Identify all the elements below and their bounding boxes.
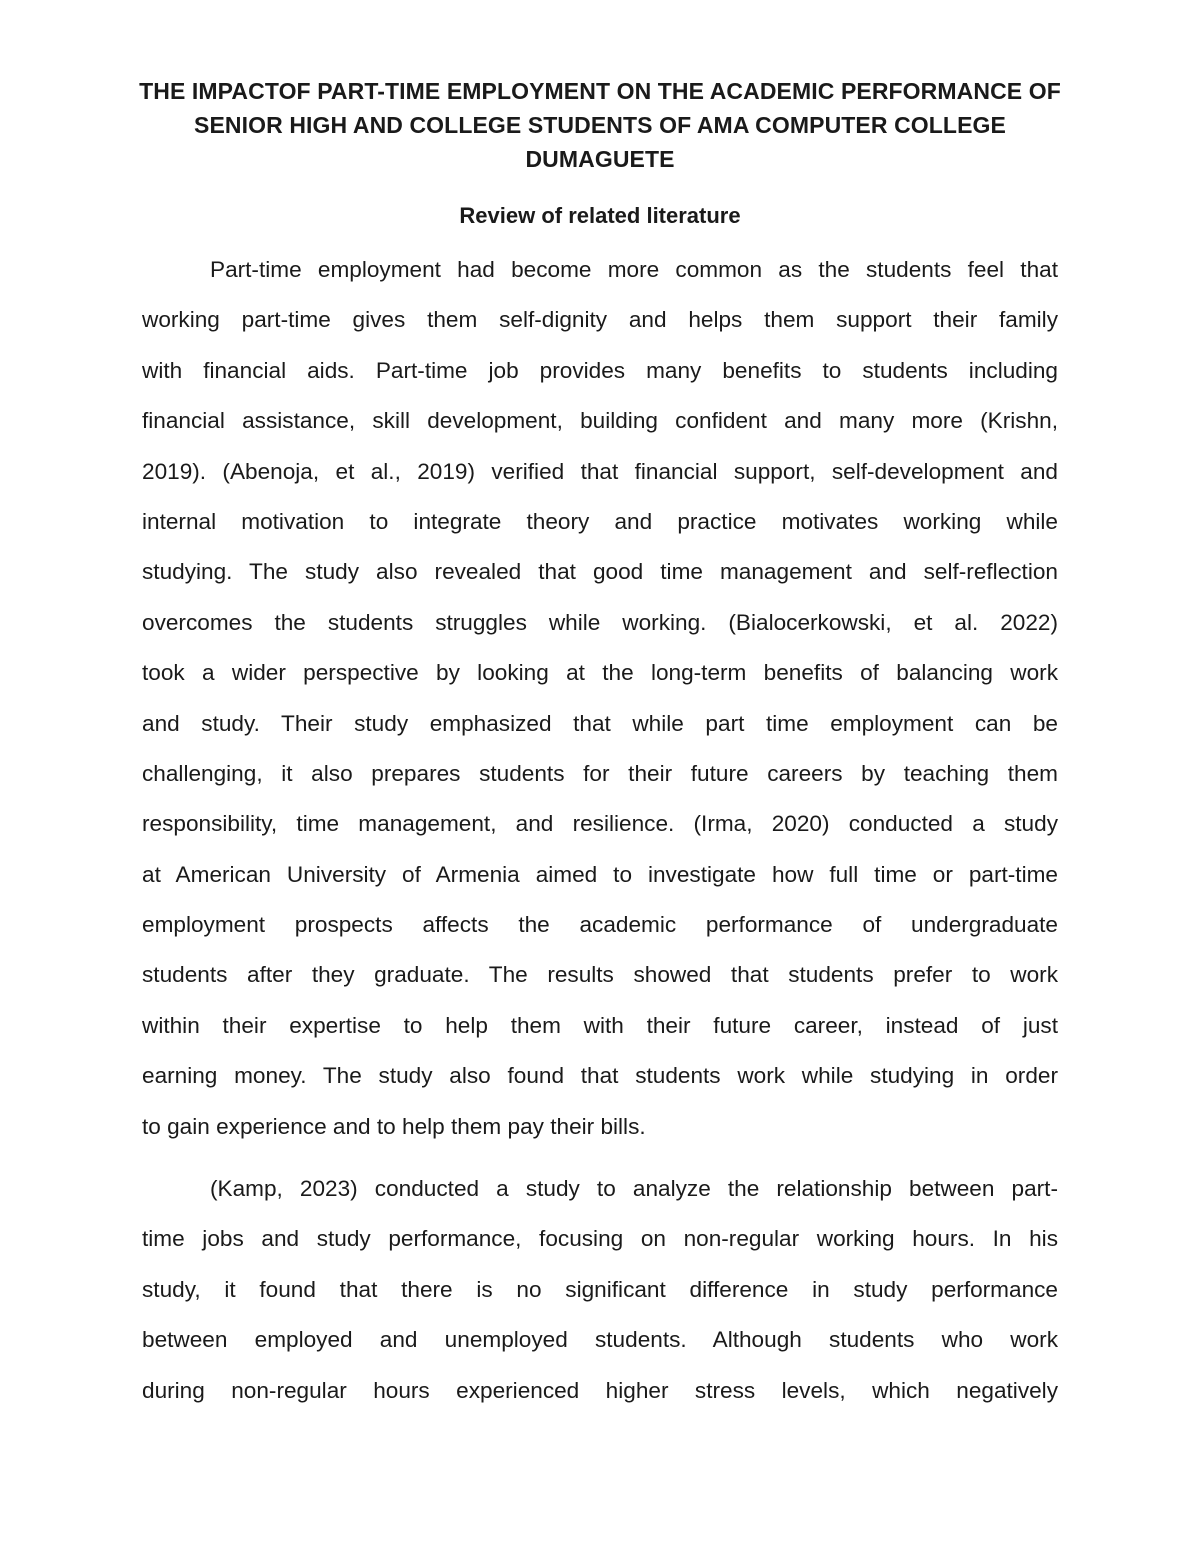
title-line: SENIOR HIGH AND COLLEGE STUDENTS OF AMA COMPUTER COLLEGE: [194, 112, 1006, 138]
text-line: at American University of Armenia aimed to investigate how full time or part-time: [142, 861, 1058, 887]
text-line: (Kamp, 2023) conducted a study to analyze the relationship between part-: [210, 1176, 1058, 1201]
text-line: time jobs and study performance, focusing on non-regular working hours. In his: [142, 1226, 1058, 1252]
body-paragraph: [142, 1164, 1058, 1416]
text-line: and study. Their study emphasized that while part time employment can be: [142, 710, 1058, 736]
text-line: 2019). (Abenoja, et al., 2019) verified that financial support, self-development and: [142, 458, 1058, 484]
title-line: DUMAGUETE: [525, 146, 675, 172]
text-line: students after they graduate. The results showed that students prefer to work: [142, 962, 1058, 988]
text-line: between employed and unemployed students. Although students who work: [142, 1327, 1058, 1353]
text-line: to gain experience and to help them pay their bills.: [142, 1113, 646, 1139]
text-line: study, it found that there is no significant difference in study performance: [142, 1276, 1058, 1302]
text-line: within their expertise to help them with their future career, instead of just: [142, 1012, 1058, 1038]
text-line: took a wider perspective by looking at the long-term benefits of balancing work: [142, 660, 1058, 686]
title-line: THE IMPACTOF PART-TIME EMPLOYMENT ON THE ACADEMIC PERFORMANCE OF: [139, 78, 1061, 104]
text-line: employment prospects affects the academic performance of undergraduate: [142, 912, 1058, 938]
text-line: with financial aids. Part-time job provides many benefits to students including: [142, 357, 1058, 383]
text-line: earning money. The study also found that students work while studying in order: [142, 1063, 1058, 1089]
text-line: overcomes the students struggles while working. (Bialocerkowski, et al. 2022): [142, 609, 1058, 635]
text-line: internal motivation to integrate theory and practice motivates working while: [142, 508, 1058, 534]
text-line: during non-regular hours experienced higher stress levels, which negatively: [142, 1377, 1058, 1403]
text-line: working part-time gives them self-dignity and helps them support their family: [142, 307, 1058, 333]
document-title: [120, 74, 1080, 176]
body-paragraph: [142, 245, 1058, 1152]
text-line: challenging, it also prepares students for their future careers by teaching them: [142, 760, 1058, 786]
text-line: financial assistance, skill development, building confident and many more (Krishn,: [142, 408, 1058, 434]
text-line: Part-time employment had become more common as the students feel that: [210, 257, 1058, 282]
section-heading: Review of related literature: [459, 203, 741, 228]
text-line: responsibility, time management, and resilience. (Irma, 2020) conducted a study: [142, 811, 1058, 837]
text-line: studying. The study also revealed that good time management and self-reflection: [142, 559, 1058, 585]
